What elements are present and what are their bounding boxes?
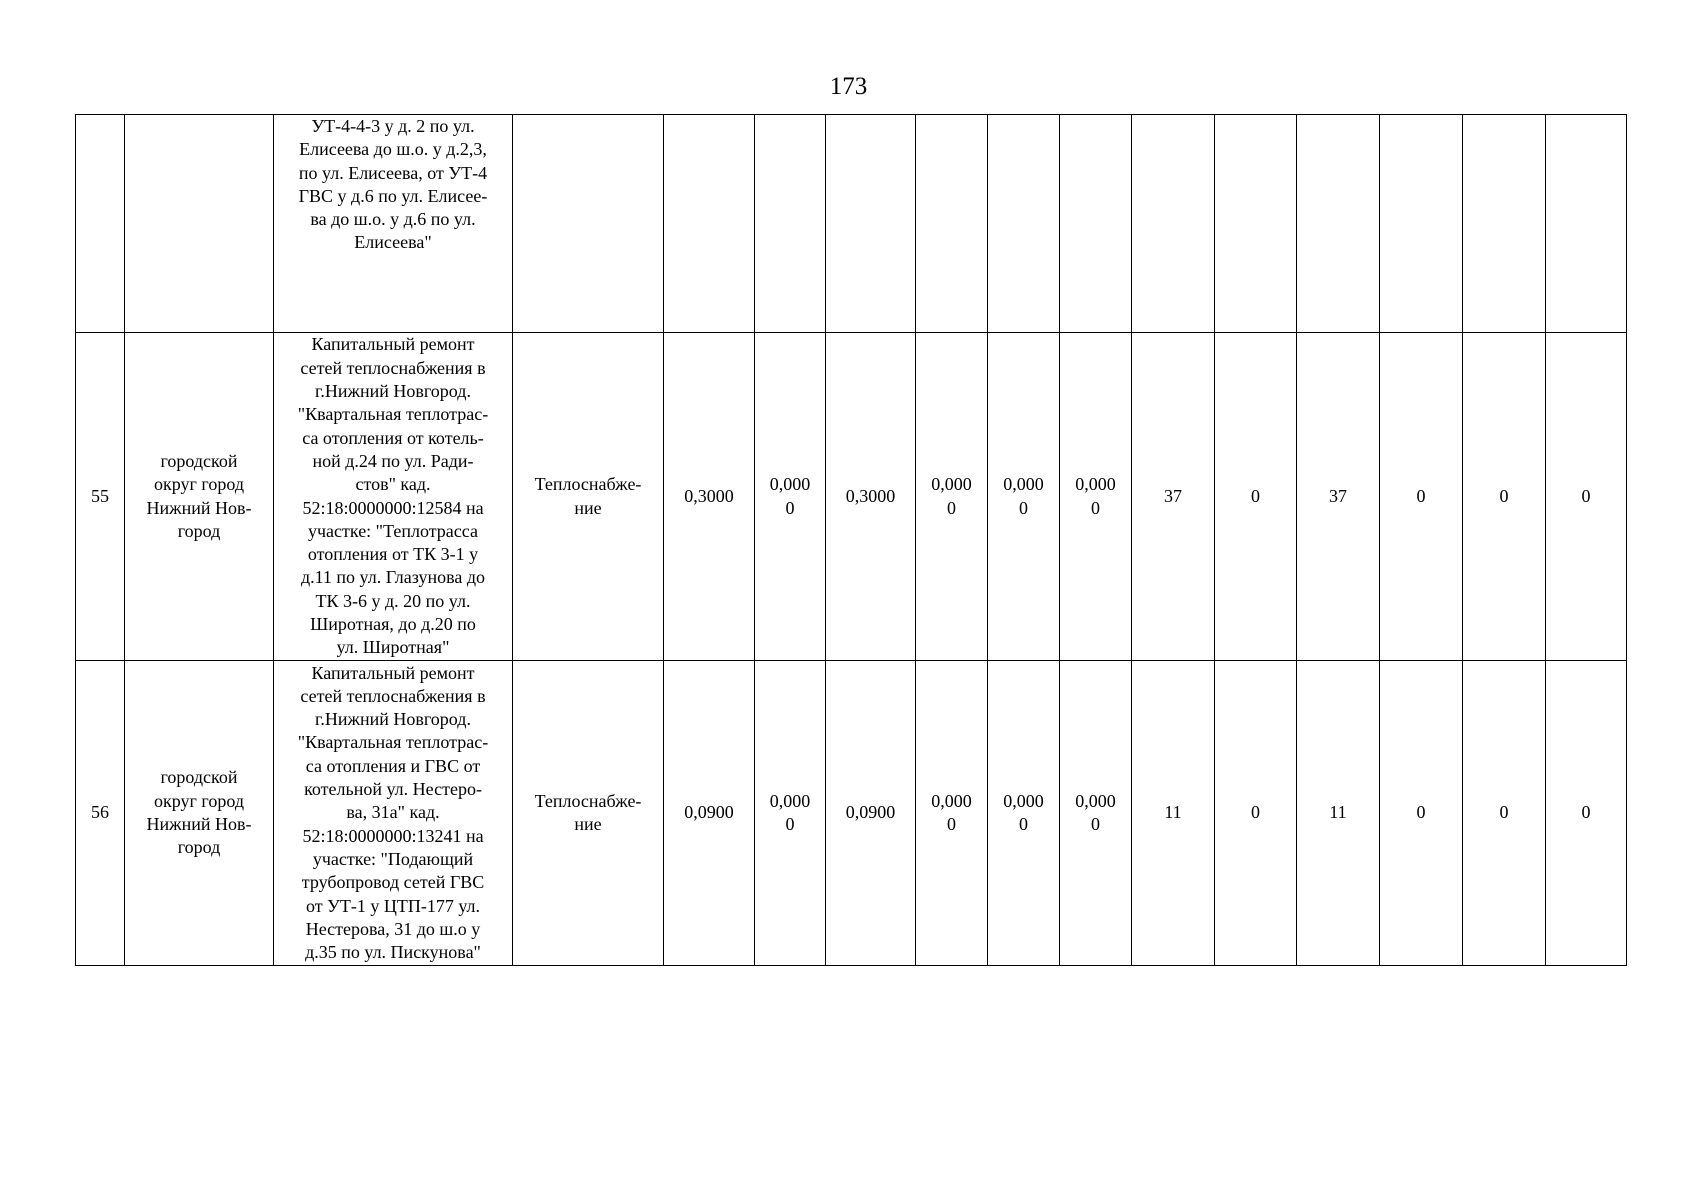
municipality-cell: [125, 115, 274, 333]
row-number: [76, 115, 125, 333]
value-cell-1: [664, 115, 755, 333]
count-cell-2: 0: [1215, 333, 1297, 661]
count-cell-5: 0: [1463, 661, 1546, 966]
value-cell-6: 0,000 0: [1060, 661, 1132, 966]
count-cell-6: 0: [1546, 333, 1627, 661]
count-cell-6: 0: [1546, 661, 1627, 966]
value-cell-1: 0,3000: [664, 333, 755, 661]
data-table: [75, 114, 1627, 966]
value-cell-6: [1060, 115, 1132, 333]
row-number: 56: [76, 661, 125, 966]
value-cell-5: 0,000 0: [988, 661, 1060, 966]
count-cell-2: 0: [1215, 661, 1297, 966]
type-cell: [513, 115, 664, 333]
value-cell-3: 0,0900: [826, 661, 916, 966]
table-row: [76, 661, 1627, 966]
count-cell-3: [1297, 115, 1380, 333]
value-cell-5: [988, 115, 1060, 333]
description-cell: Капитальный ремонт сетей теплоснабжения в г.Нижний Новгород. "Квартальная теплотрас- са отопления от котель- ной д.24 по ул. Ради- стов" кад. 52:18:0000000:12584 на участке: "Теплотрасса отопления от ТК 3-1 у д.11 по ул. Глазунова до ТК 3-6 у д. 20 по ул. Широтная, до д.20 по ул. Широтная": [274, 333, 513, 661]
value-cell-4: 0,000 0: [916, 661, 988, 966]
count-cell-3: 11: [1297, 661, 1380, 966]
value-cell-3: [826, 115, 916, 333]
type-cell: Теплоснабже- ние: [513, 333, 664, 661]
value-cell-4: 0,000 0: [916, 333, 988, 661]
count-cell-4: [1380, 115, 1463, 333]
municipality-cell: городской округ город Нижний Нов- город: [125, 333, 274, 661]
count-cell-5: 0: [1463, 333, 1546, 661]
count-cell-5: [1463, 115, 1546, 333]
value-cell-5: 0,000 0: [988, 333, 1060, 661]
count-cell-2: [1215, 115, 1297, 333]
count-cell-1: 37: [1132, 333, 1215, 661]
table-row: [76, 115, 1627, 333]
value-cell-4: [916, 115, 988, 333]
count-cell-1: [1132, 115, 1215, 333]
page-number: 173: [829, 73, 868, 100]
value-cell-2: [755, 115, 826, 333]
count-cell-6: [1546, 115, 1627, 333]
row-number: 55: [76, 333, 125, 661]
description-cell: Капитальный ремонт сетей теплоснабжения в г.Нижний Новгород. "Квартальная теплотрас- са отопления и ГВС от котельной ул. Нестеро- ва, 31а" кад. 52:18:0000000:13241 на участке: "Подающий трубопровод сетей ГВС от УТ-1 у ЦТП-177 ул. Нестерова, 31 до ш.о у д.35 по ул. Пискунова": [274, 661, 513, 966]
value-cell-2: 0,000 0: [755, 661, 826, 966]
value-cell-2: 0,000 0: [755, 333, 826, 661]
table-row: [76, 333, 1627, 661]
value-cell-1: 0,0900: [664, 661, 755, 966]
description-cell: УТ-4-4-3 у д. 2 по ул. Елисеева до ш.о. у д.2,3, по ул. Елисеева, от УТ-4 ГВС у д.6 по ул. Елисее- ва до ш.о. у д.6 по ул. Елисеева": [274, 115, 513, 333]
count-cell-4: 0: [1380, 333, 1463, 661]
count-cell-4: 0: [1380, 661, 1463, 966]
municipality-cell: городской округ город Нижний Нов- город: [125, 661, 274, 966]
count-cell-1: 11: [1132, 661, 1215, 966]
value-cell-6: 0,000 0: [1060, 333, 1132, 661]
type-cell: Теплоснабже- ние: [513, 661, 664, 966]
count-cell-3: 37: [1297, 333, 1380, 661]
value-cell-3: 0,3000: [826, 333, 916, 661]
